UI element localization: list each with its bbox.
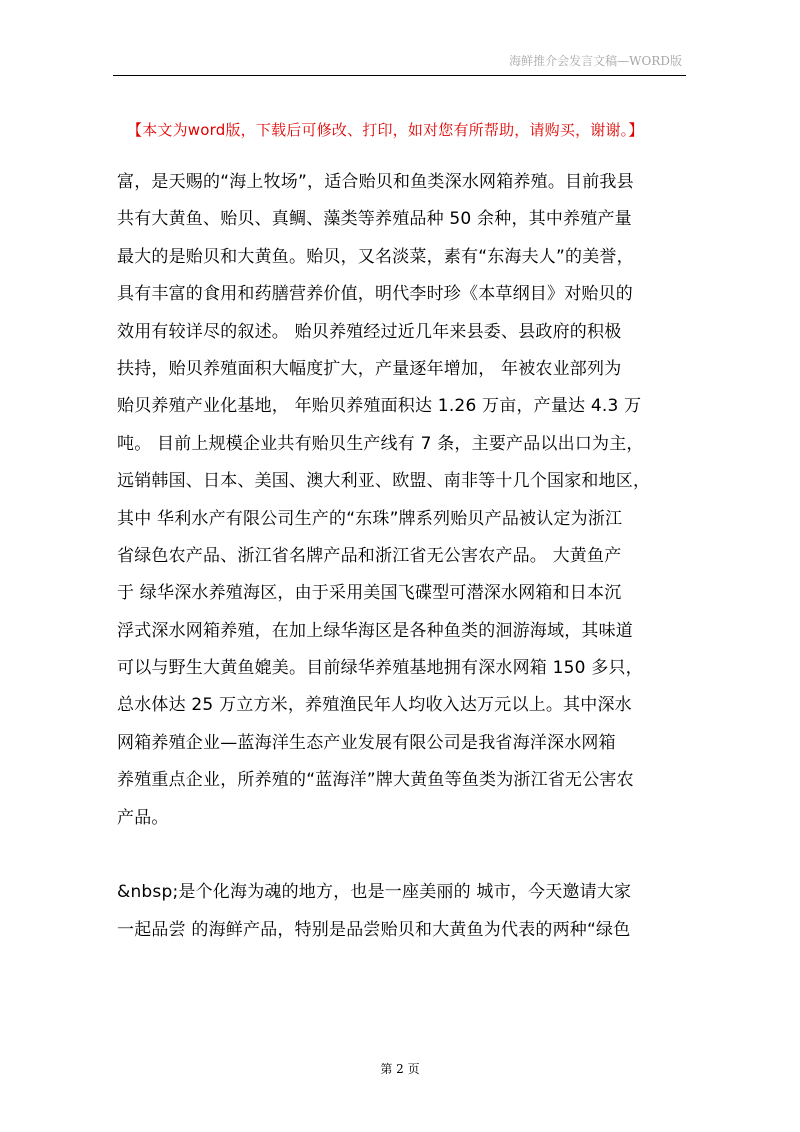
text-line: 网箱养殖企业—蓝海洋生态产业发展有限公司是我省海洋深水网箱	[117, 732, 616, 753]
text-line: 总水体达 25 万立方米，养殖渔民年人均收入达万元以上。其中深水	[117, 695, 632, 716]
text-line: 具有丰富的食用和药膳营养价值，明代李时珍《本草纲目》对贻贝的	[117, 284, 633, 305]
text-line: 产品。	[117, 807, 169, 828]
text-line: 省绿色农产品、浙江省名牌产品和浙江省无公害农产品。 大黄鱼产	[117, 545, 622, 566]
text-line: 远销韩国、日本、美国、澳大利亚、欧盟、南非等十几个国家和地区，	[117, 471, 651, 492]
text-line: &nbsp;是个化海为魂的地方，也是一座美丽的 城市，今天邀请大家	[117, 882, 632, 903]
text-line: 可以与野生大黄鱼媲美。目前绿华养殖基地拥有深水网箱 150 多只，	[117, 658, 643, 679]
text-line: 一起品尝 的海鲜产品，特别是品尝贻贝和大黄鱼为代表的两种“绿色	[117, 919, 631, 940]
text-line: 扶持，贻贝养殖面积大幅度扩大，产量逐年增加， 年被农业部列为	[117, 358, 622, 379]
text-line: 于 绿华深水养殖海区，由于采用美国飞碟型可潜深水网箱和日本沉	[117, 583, 622, 604]
text-line: 贻贝养殖产业化基地， 年贻贝养殖面积达 1.26 万亩，产量达 4.3 万	[117, 396, 642, 417]
text-line: 吨。 目前上规模企业共有贻贝生产线有 7 条，主要产品以出口为主，	[117, 433, 644, 454]
purchase-notice: 【本文为word版，下载后可修改、打印，如对您有所帮助，请购买，谢谢。】	[127, 121, 644, 139]
page-number: 第 2 页	[380, 1062, 420, 1076]
paragraph-gap	[117, 837, 683, 874]
text-line: 共有大黄鱼、贻贝、真鲷、藻类等养殖品种 50 余种，其中养殖产量	[117, 209, 632, 230]
text-line: 效用有较详尽的叙述。 贻贝养殖经过近几年来县委、县政府的积极	[117, 321, 622, 342]
text-line: 养殖重点企业，所养殖的“蓝海洋”牌大黄鱼等鱼类为浙江省无公害农	[117, 770, 634, 791]
header-title: 海鲜推介会发言文稿—WORD版	[509, 54, 682, 68]
text-line: 富，是天赐的“海上牧场”，适合贻贝和鱼类深水网箱养殖。目前我县	[117, 172, 634, 192]
text-line: 浮式深水网箱养殖，在加上绿华海区是各种鱼类的洄游海域，其味道	[117, 620, 633, 641]
text-line: 最大的是贻贝和大黄鱼。贻贝，又名淡菜，素有“东海夫人”的美誉，	[117, 246, 634, 267]
body-text	[117, 164, 683, 949]
header-divider	[113, 75, 686, 76]
text-line: 其中 华利水产有限公司生产的“东珠”牌系列贻贝产品被认定为浙江	[117, 508, 623, 529]
